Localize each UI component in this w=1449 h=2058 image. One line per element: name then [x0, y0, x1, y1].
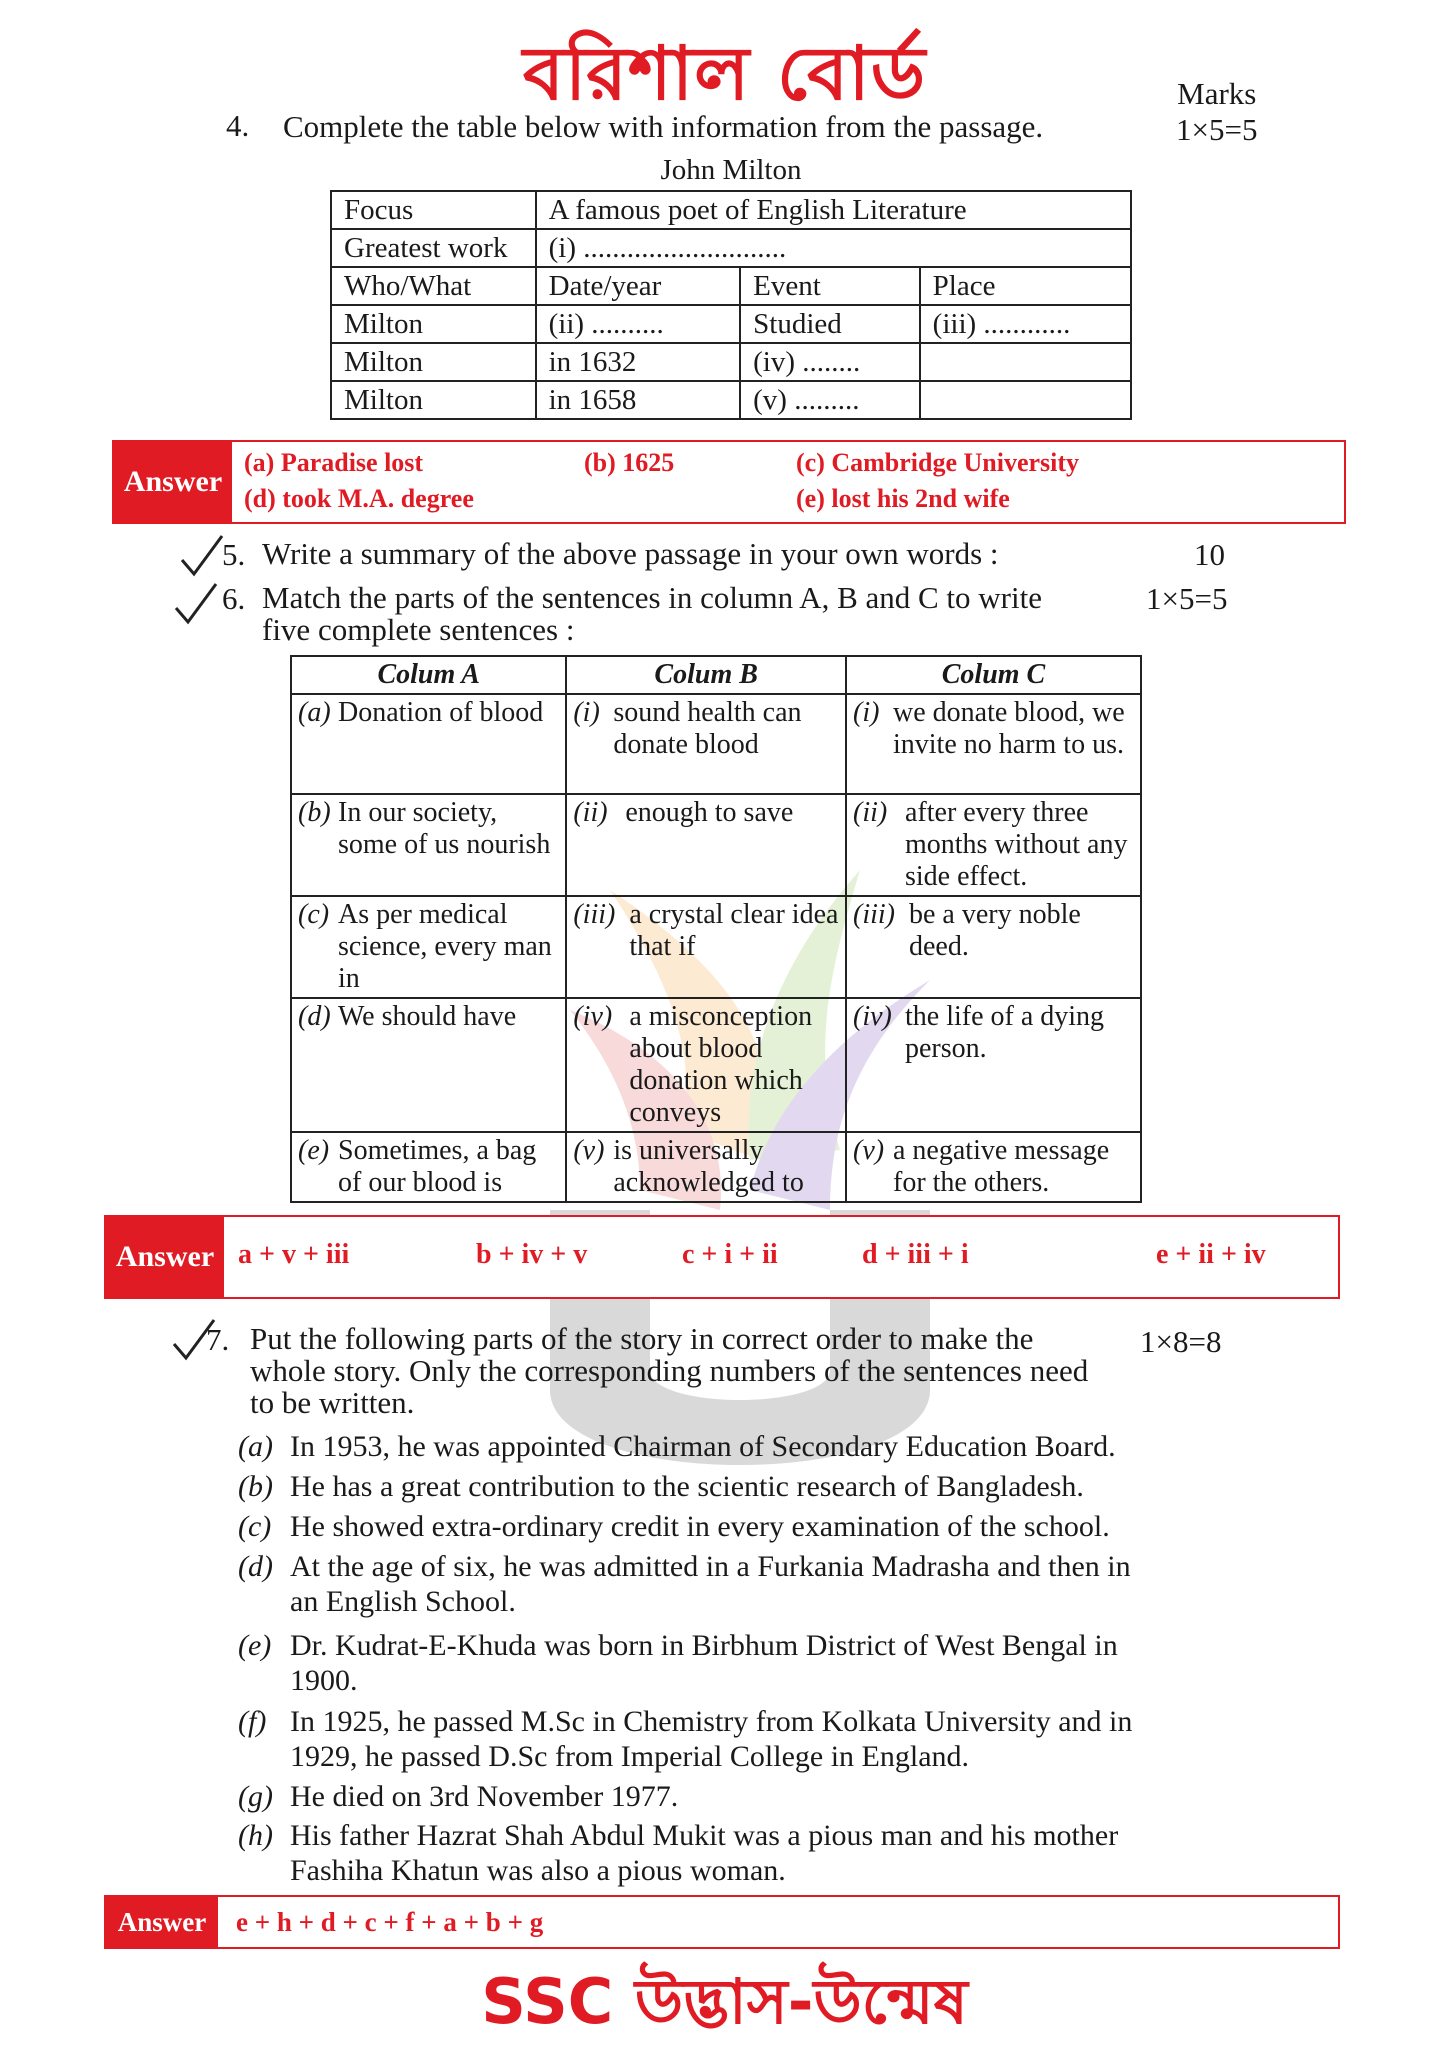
q6-number: 6. — [222, 581, 246, 616]
table-cell — [846, 896, 1141, 998]
answer-item: (a) Paradise lost — [244, 448, 424, 477]
table-cell: Milton — [331, 343, 536, 381]
item-text: In our society, some of us nourish — [338, 797, 551, 860]
item-label: (e) — [238, 1629, 272, 1662]
item-text: He showed extra-ordinary credit in every examination of the school. — [290, 1510, 1110, 1543]
table-cell: Who/What — [331, 267, 536, 305]
table-cell — [566, 1132, 846, 1202]
item-text: a crystal clear idea that if — [629, 899, 839, 962]
item-label: (a) — [298, 697, 331, 728]
answer-item: e + h + d + c + f + a + b + g — [236, 1907, 544, 1937]
table-cell: in 1632 — [536, 343, 741, 381]
item-label: (a) — [238, 1430, 273, 1463]
table-row — [291, 694, 1141, 794]
table-cell: Studied — [740, 305, 920, 343]
item-label: (iv) — [573, 1001, 613, 1032]
item-text: We should have — [338, 1001, 517, 1032]
item-label: (g) — [238, 1780, 273, 1813]
marks-q4: 1×5=5 — [1176, 112, 1258, 147]
table-row — [291, 1132, 1141, 1202]
table-cell: Milton — [331, 305, 536, 343]
q6-text-line2: five complete sentences : — [262, 612, 575, 647]
q4-table-title: John Milton — [660, 154, 802, 186]
story-item — [238, 1818, 1158, 1888]
item-label: (iii) — [853, 899, 895, 930]
marks-label: Marks — [1177, 76, 1257, 111]
table-row — [291, 794, 1141, 896]
table-cell: (v) ......... — [740, 381, 920, 419]
table-cell — [291, 896, 566, 998]
column-header: Colum B — [566, 656, 846, 694]
item-label: (v) — [573, 1135, 605, 1166]
q7-number: 7. — [206, 1322, 230, 1357]
answer-label: Answer — [106, 1897, 218, 1947]
table-cell — [291, 694, 566, 794]
table-cell — [846, 998, 1141, 1132]
item-text: after every three months without any side effect. — [905, 797, 1128, 892]
item-label: (e) — [298, 1135, 330, 1166]
item-label: (iii) — [573, 899, 616, 930]
item-label: (d) — [298, 1001, 331, 1032]
answer-label: Answer — [114, 442, 232, 522]
table-cell: Greatest work — [331, 229, 536, 267]
answer-item: (d) took M.A. degree — [244, 484, 474, 513]
item-label: (h) — [238, 1819, 273, 1852]
answer-item: (e) lost his 2nd wife — [796, 484, 1010, 513]
item-text: a negative message for the others. — [893, 1135, 1110, 1198]
table-cell — [566, 794, 846, 896]
table-cell: (iii) ............ — [920, 305, 1131, 343]
item-label: (f) — [238, 1705, 267, 1738]
table-cell — [920, 381, 1131, 419]
item-label: (b) — [298, 797, 331, 828]
item-text: Sometimes, a bag of our blood is — [338, 1135, 537, 1198]
table-cell: Milton — [331, 381, 536, 419]
story-item — [238, 1628, 1158, 1698]
tick-mark-icon — [170, 1314, 220, 1364]
item-text: sound health can donate blood — [613, 697, 802, 760]
table-cell — [566, 896, 846, 998]
item-label: (i) — [573, 697, 600, 728]
item-label: (c) — [238, 1510, 272, 1543]
item-text: we donate blood, we invite no harm to us. — [893, 697, 1125, 760]
table-cell — [846, 794, 1141, 896]
item-label: (ii) — [853, 797, 888, 828]
table-row — [331, 229, 1131, 267]
table-cell: Date/year — [536, 267, 741, 305]
q7-answer-box — [104, 1895, 1340, 1949]
q7-marks: 1×8=8 — [1140, 1324, 1222, 1359]
item-label: (ii) — [573, 797, 608, 828]
column-header: Colum C — [846, 656, 1141, 694]
story-item — [238, 1429, 1158, 1464]
item-text: Dr. Kudrat-E-Khuda was born in Birbhum District of West Bengal in 1900. — [290, 1629, 1118, 1697]
table-cell — [566, 694, 846, 794]
story-item — [238, 1509, 1158, 1544]
q7-text-line2: whole story. Only the corresponding numbers of the sentences need — [250, 1353, 1089, 1388]
item-text: At the age of six, he was admitted in a Furkania Madrasha and then in an English School. — [290, 1550, 1131, 1618]
answer-item: c + i + ii — [682, 1239, 778, 1270]
answer-label: Answer — [106, 1217, 224, 1297]
item-label: (i) — [853, 697, 880, 728]
q6-marks: 1×5=5 — [1146, 581, 1228, 616]
table-row — [331, 343, 1131, 381]
item-text: be a very noble deed. — [909, 899, 1081, 962]
q6-text-line1: Match the parts of the sentences in column A, B and C to write — [262, 580, 1042, 615]
table-cell — [291, 794, 566, 896]
q5-text: Write a summary of the above passage in your own words : — [262, 536, 999, 571]
story-item — [238, 1704, 1158, 1774]
item-text: enough to save — [625, 797, 794, 828]
board-title: বরিশাল বোর্ড — [522, 31, 927, 117]
table-cell — [291, 1132, 566, 1202]
table-cell: (iv) ........ — [740, 343, 920, 381]
table-cell: Focus — [331, 191, 536, 229]
answer-item: a + v + iii — [238, 1239, 350, 1270]
q4-answer-box — [112, 440, 1346, 524]
item-text: His father Hazrat Shah Abdul Mukit was a pious man and his mother Fashiha Khatun was also a pious woman. — [290, 1819, 1119, 1887]
column-header: Colum A — [291, 656, 566, 694]
item-label: (b) — [238, 1470, 273, 1503]
item-text: is universally acknowledged to — [613, 1135, 804, 1198]
q4-instruction: Complete the table below with information from the passage. — [283, 109, 1044, 144]
table-row — [331, 267, 1131, 305]
table-cell: Event — [740, 267, 920, 305]
q6-match-table — [290, 655, 1142, 1203]
item-text: a misconception about blood donation which conveys — [629, 1001, 813, 1128]
table-cell — [291, 998, 566, 1132]
answer-item: d + iii + i — [862, 1239, 969, 1270]
q6-answer-box — [104, 1215, 1340, 1299]
answer-item: e + ii + iv — [1156, 1239, 1266, 1270]
story-item — [238, 1469, 1158, 1504]
table-row — [331, 305, 1131, 343]
q5-number: 5. — [222, 537, 246, 572]
table-cell: A famous poet of English Literature — [536, 191, 1131, 229]
item-text: In 1953, he was appointed Chairman of Secondary Education Board. — [290, 1430, 1116, 1463]
answer-item: b + iv + v — [476, 1239, 588, 1270]
answer-item: (c) Cambridge University — [796, 448, 1080, 477]
table-header-row — [291, 656, 1141, 694]
item-label: (d) — [238, 1550, 273, 1583]
q4-info-table — [330, 190, 1132, 420]
item-label: (iv) — [853, 1001, 892, 1032]
tick-mark-icon — [178, 530, 228, 580]
table-cell — [920, 343, 1131, 381]
table-cell: (ii) .......... — [536, 305, 741, 343]
item-text: He has a great contribution to the scientic research of Bangladesh. — [290, 1470, 1084, 1503]
table-row — [331, 191, 1131, 229]
table-cell — [846, 694, 1141, 794]
table-cell: in 1658 — [536, 381, 741, 419]
item-text: In 1925, he passed M.Sc in Chemistry from Kolkata University and in 1929, he passed D.Sc from Imperial College in England. — [290, 1705, 1133, 1773]
table-cell — [566, 998, 846, 1132]
tick-mark-icon — [172, 578, 222, 628]
item-text: the life of a dying person. — [905, 1001, 1105, 1064]
table-row — [291, 998, 1141, 1132]
story-item — [238, 1549, 1158, 1619]
table-row — [291, 896, 1141, 998]
q5-marks: 10 — [1194, 537, 1225, 572]
item-text: As per medical science, every man in — [338, 899, 552, 994]
answer-item: (b) 1625 — [584, 448, 675, 477]
table-row — [331, 381, 1131, 419]
table-cell: (i) ............................ — [536, 229, 1131, 267]
footer-brand: SSC উদ্ভাস-উন্মেষ — [481, 1965, 968, 2038]
table-cell: Place — [920, 267, 1131, 305]
q7-text-line3: to be written. — [250, 1385, 415, 1420]
table-cell — [846, 1132, 1141, 1202]
item-label: (c) — [298, 899, 330, 930]
q7-text-line1: Put the following parts of the story in correct order to make the — [250, 1321, 1034, 1356]
story-item — [238, 1779, 1158, 1814]
item-text: He died on 3rd November 1977. — [290, 1780, 679, 1813]
item-label: (v) — [853, 1135, 885, 1166]
q4-number: 4. — [226, 108, 250, 143]
item-text: Donation of blood — [338, 697, 544, 728]
marks-header — [1176, 76, 1257, 148]
